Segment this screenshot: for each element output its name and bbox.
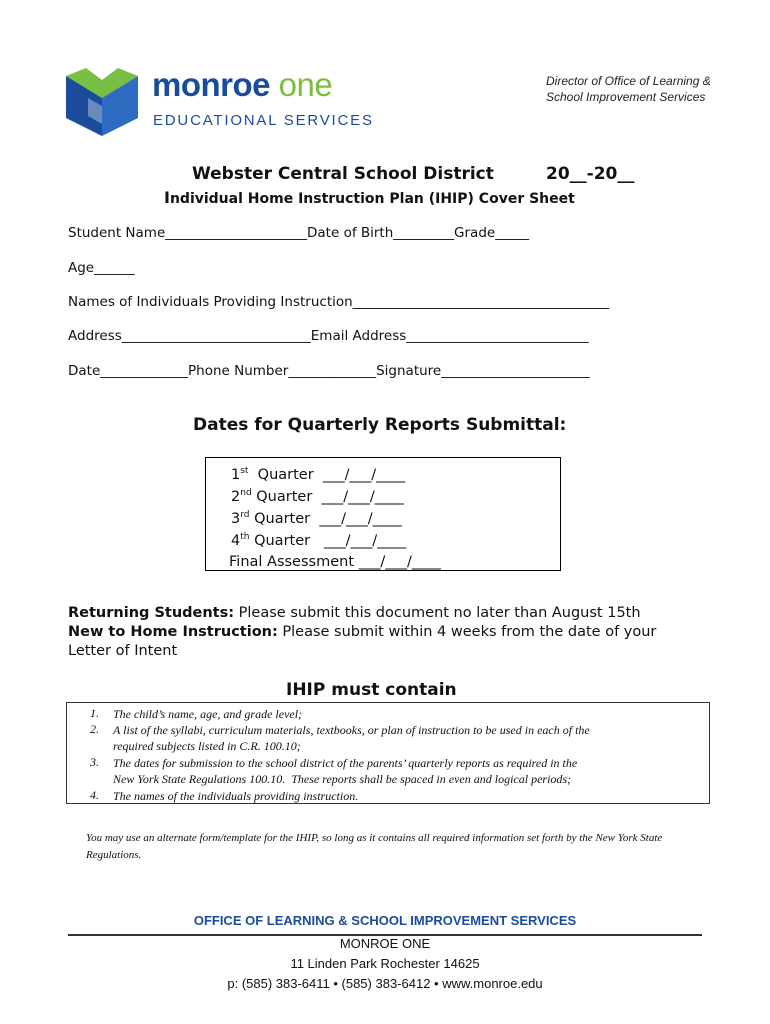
quarter-4-row[interactable]: 4th Quarter ___/___/____ xyxy=(231,532,407,549)
list-item: The names of the individuals providing instruction. xyxy=(113,789,359,803)
list-item-number: 1. xyxy=(90,706,99,720)
brand-name: monroe one xyxy=(152,66,333,103)
instructors-field[interactable]: Names of Individuals Providing Instruction______________________________________ xyxy=(68,294,610,310)
footer-contact: p: (585) 383-6411 • (585) 383-6412 • www.monroe.edu xyxy=(227,976,543,991)
footer-office-title: OFFICE OF LEARNING & SCHOOL IMPROVEMENT SERVICES xyxy=(193,913,577,928)
school-year-field: 20__-20__ xyxy=(546,164,635,184)
list-item: The child’s name, age, and grade level; xyxy=(113,707,303,721)
list-item-continuation: New York State Regulations 100.10. These reports shall be spaced in even and logical periods; xyxy=(113,772,572,786)
final-assessment-row[interactable]: Final Assessment ___/___/____ xyxy=(229,554,441,570)
quarterly-heading: Dates for Quarterly Reports Submittal: xyxy=(193,415,567,435)
age-field[interactable]: Age______ xyxy=(68,260,135,276)
list-item-continuation: required subjects listed in C.R. 100.10; xyxy=(113,739,301,753)
quarter-2-row[interactable]: 2nd Quarter ___/___/____ xyxy=(231,488,404,505)
returning-students-text: Returning Students: Please submit this document no later than August 15th xyxy=(68,605,641,621)
department-label: Director of Office of Learning & School Improvement Services xyxy=(546,74,711,104)
list-item-number: 4. xyxy=(90,788,99,802)
footer-org: MONROE ONE xyxy=(339,936,431,951)
list-item-number: 2. xyxy=(90,722,99,736)
quarter-3-row[interactable]: 3rd Quarter ___/___/____ xyxy=(231,510,402,527)
alternate-form-note: You may use an alternate form/template for the IHIP, so long as it contains all required information set forth by the New York State Regulations. xyxy=(86,832,663,861)
list-item-number: 3. xyxy=(90,755,99,769)
monroe-one-logo-icon xyxy=(66,68,138,136)
date-phone-signature-row[interactable]: Date_____________Phone Number_____________Signature______________________ xyxy=(68,363,590,379)
list-item: The dates for submission to the school district of the parents’ quarterly reports as required in the xyxy=(113,756,578,770)
list-item: A list of the syllabi, curriculum materials, textbooks, or plan of instruction to be used in each of the xyxy=(113,723,590,737)
district-title: Webster Central School District xyxy=(192,164,494,184)
footer-address: 11 Linden Park Rochester 14625 xyxy=(290,956,480,971)
address-email-row[interactable]: Address____________________________Email Address___________________________ xyxy=(68,328,589,344)
brand-subtitle: EDUCATIONAL SERVICES xyxy=(153,112,374,129)
ihip-heading: IHIP must contain xyxy=(286,680,457,700)
student-info-row[interactable]: Student Name_____________________Date of Birth_________Grade_____ xyxy=(68,225,529,241)
quarter-1-row[interactable]: 1st Quarter ___/___/____ xyxy=(231,466,406,483)
new-students-text: New to Home Instruction: Please submit within 4 weeks from the date of your xyxy=(68,624,657,640)
letter-of-intent-text: Letter of Intent xyxy=(68,643,178,659)
form-title: Individual Home Instruction Plan (IHIP) Cover Sheet xyxy=(164,188,575,207)
